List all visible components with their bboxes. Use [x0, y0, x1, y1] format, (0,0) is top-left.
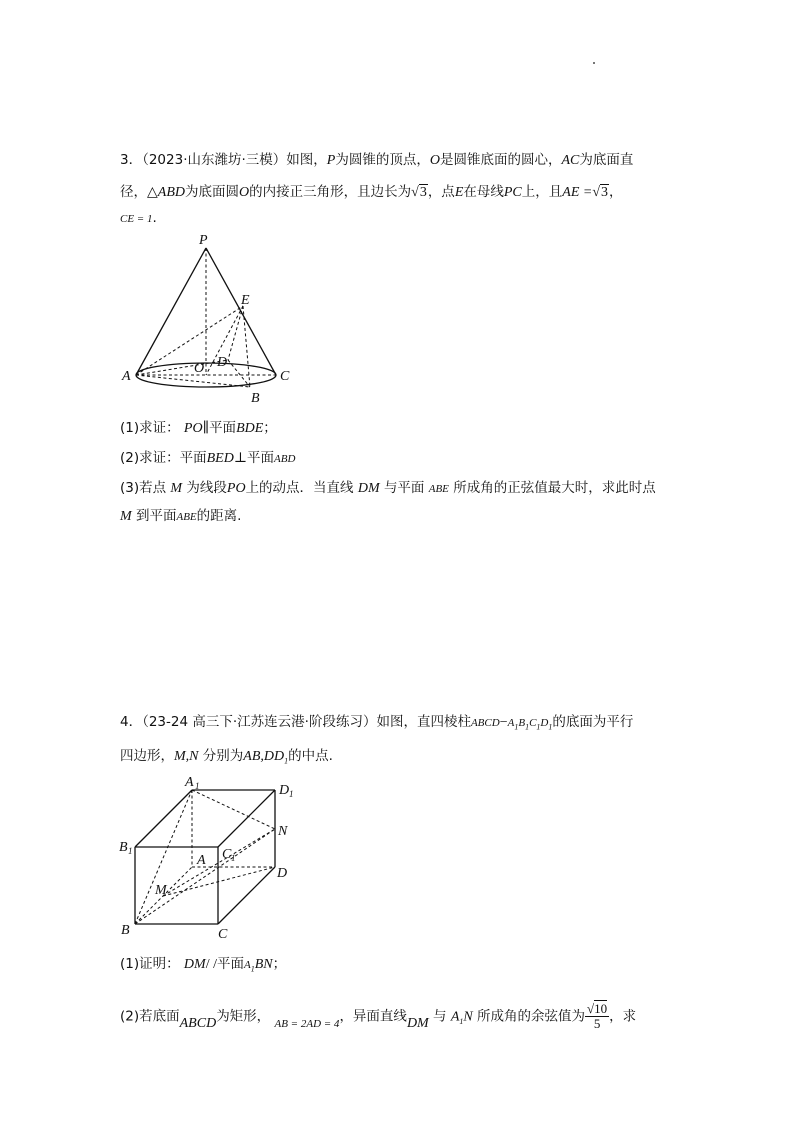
problem-3-line-2: 径，△ABD为底面圆O的内接正三角形，且边长为√3，点E在母线PC上，且AE =√3， — [120, 184, 623, 200]
segment-A1N — [192, 790, 275, 829]
problem-3-line-3: CE = 1. — [120, 210, 157, 226]
problem-4-part-2: (2)若底面ABCD为矩形， $_{AB = 2AD = 4}$，异面直线DM 与 $A_1N$ 所成角的余弦值为 $\frac{√10}{5}$ ，求 — [120, 1001, 637, 1031]
problem-4-line-1: 4．（23-24 高三下·江苏连云港·阶段练习）如图，直四棱柱$ABCD-A_1B_1C_1D_1$的底面为平行 — [120, 714, 634, 732]
cone-edge-PA — [136, 248, 206, 375]
problem-4-source: （23-24 高三下·江苏连云港·阶段练习） — [142, 714, 377, 730]
sqrt-3-b: √3 — [592, 185, 609, 200]
svg-text:1: 1 — [195, 781, 200, 791]
label-C1: C — [222, 847, 232, 862]
problem-3-part-3-line-1: (3)若点 M 为线段PO上的动点．当直线 DM 与平面 ABE 所成角的正弦值最大时，求此时点 — [120, 480, 656, 496]
label-A: A — [122, 369, 131, 384]
svg-text:1: 1 — [289, 789, 294, 799]
problem-3-source: （2023·山东潍坊·三模） — [142, 152, 287, 168]
edge-D1C1 — [218, 790, 275, 847]
label-A1: A — [185, 775, 194, 790]
fraction-sqrt10-over-5: $\frac{√10}{5}$ — [587, 1001, 608, 1031]
problem-3-line-1: 3．（2023·山东潍坊·三模）如图，P为圆锥的顶点，O是圆锥底面的圆心，AC为底面直 — [120, 152, 634, 168]
label-B: B — [251, 391, 260, 406]
segment-BN — [135, 829, 275, 924]
label-D: D — [277, 866, 288, 881]
problem-3-number: 3． — [120, 152, 143, 168]
sqrt-3: √3 — [411, 185, 427, 200]
segment-MD — [163, 867, 275, 896]
label-P: P — [199, 233, 208, 248]
label-N: N — [278, 824, 288, 839]
label-M: M — [155, 883, 167, 898]
segment-MN — [163, 829, 275, 896]
label-E: E — [241, 293, 250, 308]
label-B: B — [121, 923, 130, 938]
label-C: C — [280, 369, 290, 384]
label-O: O — [194, 361, 205, 376]
label-D1: D — [279, 783, 290, 798]
edge-CD — [218, 867, 275, 924]
svg-text:1: 1 — [128, 846, 133, 856]
svg-text:1: 1 — [231, 853, 236, 863]
label-D: D — [217, 355, 228, 370]
problem-4-line-2: 四边形，M,N 分别为$AB,DD_1$的中点. — [120, 748, 333, 766]
label-C: C — [218, 927, 228, 942]
segment-BA1 — [135, 790, 192, 924]
problem-3-part-3-line-2: M 到平面ABE的距离. — [120, 508, 242, 524]
edge-B1A1 — [135, 790, 192, 847]
prism-figure — [115, 772, 305, 947]
segment-AB — [136, 375, 250, 387]
cone-figure — [110, 228, 310, 408]
problem-4-number: 4． — [120, 714, 143, 730]
problem-4-part-1: (1)证明： DM/ /平面$A_1BN$； — [120, 956, 287, 974]
label-A: A — [197, 853, 206, 868]
label-B1: B — [119, 840, 128, 855]
problem-3-part-2: (2)求证：平面BED⊥平面ABD — [120, 450, 296, 466]
page-mark — [593, 62, 595, 64]
problem-3-part-1: (1)求证： PO∥平面BDE； — [120, 420, 277, 436]
